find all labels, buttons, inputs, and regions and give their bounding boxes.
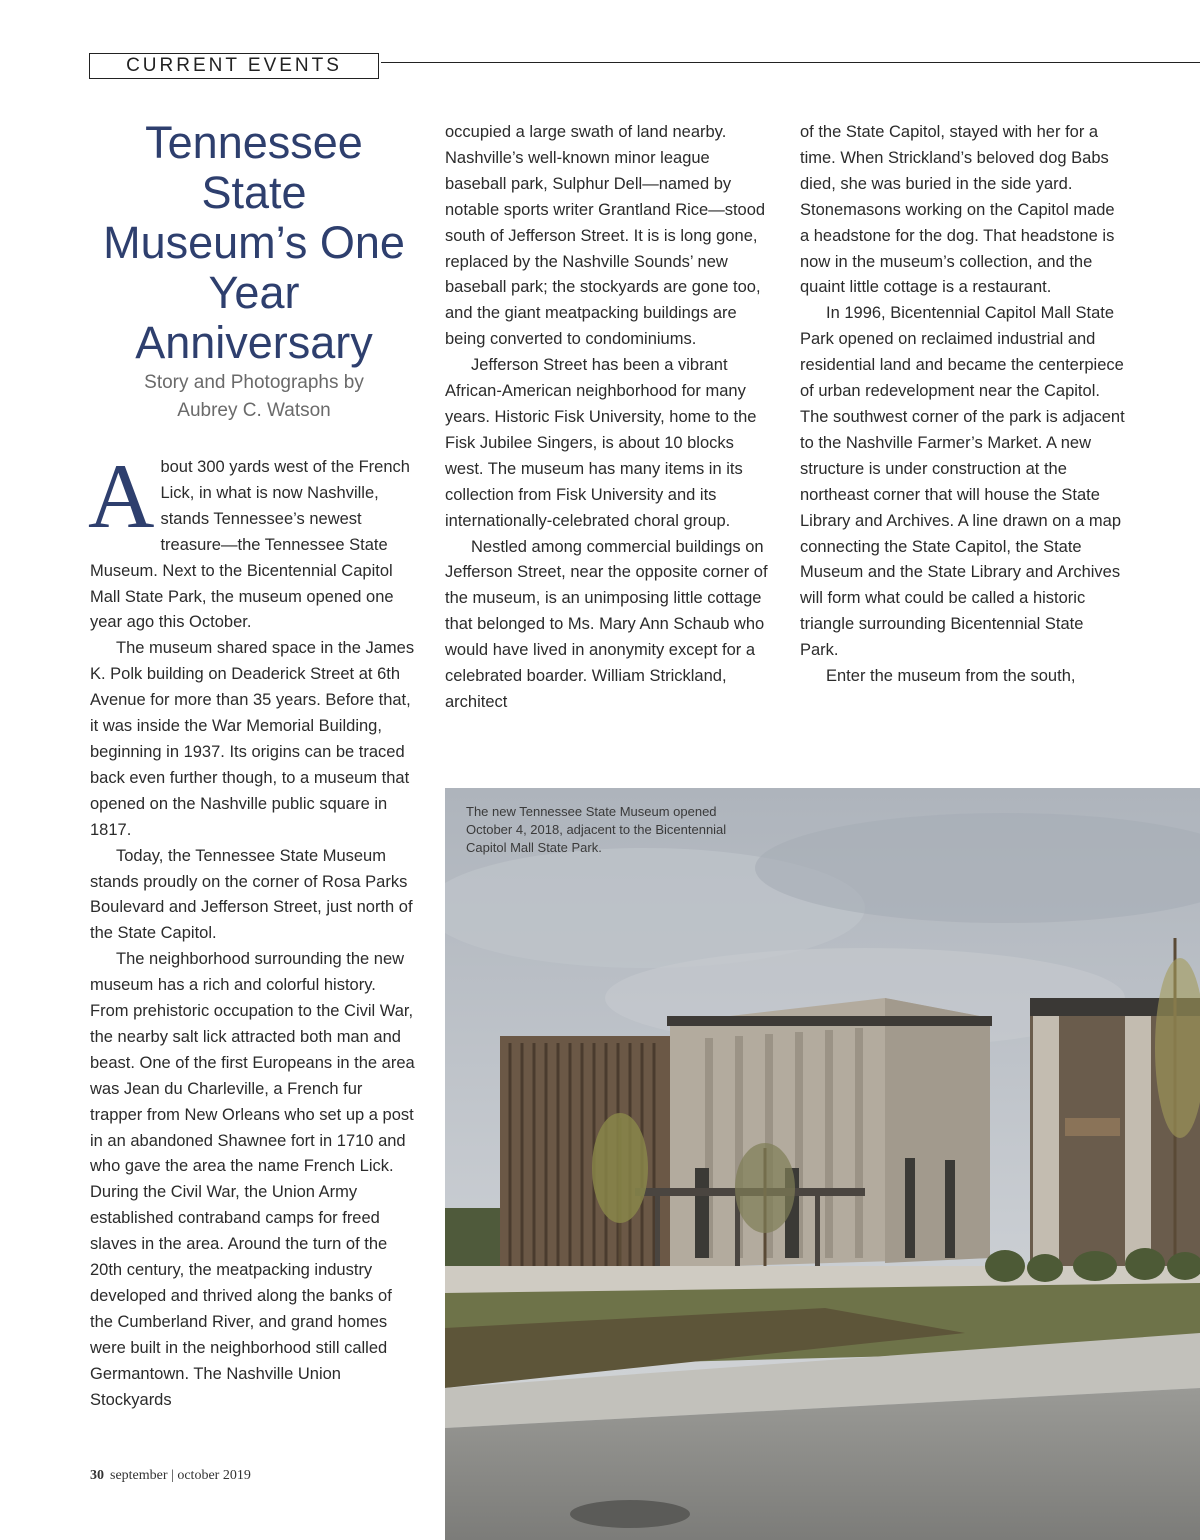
byline — [95, 369, 413, 425]
section-rule — [381, 62, 1200, 63]
page-footer — [90, 1468, 251, 1484]
paragraph: Enter the museum from the south, — [826, 667, 1076, 686]
article-column-1 — [88, 445, 416, 1414]
article-column-3 — [800, 120, 1125, 690]
paragraph: Nestled among commercial buildings on Jefferson Street, near the opposite corner of the museum, is an unimposing little cottage that belonged to Ms. Mary Ann Schaub who would have lived in anonymity except for a celebrated boarder. William Strickland, architect — [445, 537, 768, 711]
museum-building-illustration — [445, 788, 1200, 1540]
drop-cap: A — [88, 445, 155, 547]
paragraph: Jefferson Street has been a vibrant African-American neighborhood for many years. Historic Fisk University, home to the Fisk Jubilee Singers, is about 10 blocks west. The museum has many items in its collection from Fisk University and its internationally-celebrated choral group. — [445, 356, 757, 530]
manhole — [570, 1500, 690, 1528]
paragraph: of the State Capitol, stayed with her for a time. When Strickland’s beloved dog Babs died, she was buried in the side yard. Stonemasons working on the Capitol made a headstone for the dog. That headstone is now in the museum’s collection, and the quaint little cottage is a restaurant. — [800, 123, 1115, 297]
museum-photo — [445, 788, 1200, 1540]
paragraph: occupied a large swath of land nearby. Nashville’s well-known minor league baseball park, Sulphur Dell—named by notable sports writer Grantland Rice—stood south of Jefferson Street. It is is long gone, replaced by the Nashville Sounds’ new baseball park; the stockyards are gone too, and the giant meatpacking buildings are being converted to condominiums. — [445, 123, 766, 349]
issue-date: september | october 2019 — [110, 1468, 251, 1483]
paragraph: The museum shared space in the James K. Polk building on Deaderick Street at 6th Avenue for more than 35 years. Before that, it was inside the War Memorial Building, beginning in 1937. Its origins can be traced back even further though, to a museum that opened on the Nashville public square in 1817. — [90, 639, 415, 839]
page-number: 30 — [90, 1468, 104, 1483]
article-title: Tennessee State Museum’s One Year Anniversary — [103, 117, 405, 368]
paragraph: Today, the Tennessee State Museum stands proudly on the corner of Rosa Parks Boulevard and Jefferson Street, just north of the State Capitol. — [90, 846, 413, 943]
byline-line-1: Story and Photographs by — [144, 372, 364, 393]
paragraph: In 1996, Bicentennial Capitol Mall State Park opened on reclaimed industrial and residential land and became the centerpiece of urban redevelopment near the Capitol. The southwest corner of the park is adjacent to the Nashville Farmer’s Market. A new structure is under construction at the northeast corner that will house the State Library and Archives. A line drawn on a map connecting the State Capitol, the State Museum and the State Library and Archives will form what could be called a historic triangle surrounding Bicentennial State Park. — [800, 304, 1125, 660]
paragraph — [88, 445, 416, 636]
paragraph: The neighborhood surrounding the new museum has a rich and colorful history. From prehistoric occupation to the Civil War, the nearby salt lick attracted both man and beast. One of the first Europeans in the area was Jean du Charleville, a French fur trapper from New Orleans who set up a post in an abandoned Shawnee fort in 1710 and who gave the area the name French Lick. During the Civil War, the Union Army established contraband camps for freed slaves in the area. Around the turn of the 20th century, the meatpacking industry developed and thrived along the banks of the Cumberland River, and grand homes were built in the neighborhood still called Germantown. The Nashville Union Stockyards — [90, 950, 415, 1409]
photo-caption: The new Tennessee State Museum opened October 4, 2018, adjacent to the Bicentennial Capitol Mall State Park. — [466, 804, 727, 855]
section-label: CURRENT EVENTS — [89, 53, 379, 79]
paragraph-text: bout 300 yards west of the French Lick, in what is now Nashville, stands Tennessee’s newest treasure—the Tennessee State Museum. Next to the Bicentennial Capitol Mall State Park, the museum opened one year ago this October. — [90, 458, 410, 632]
article-column-2 — [445, 120, 775, 716]
byline-author: Aubrey C. Watson — [177, 400, 331, 421]
